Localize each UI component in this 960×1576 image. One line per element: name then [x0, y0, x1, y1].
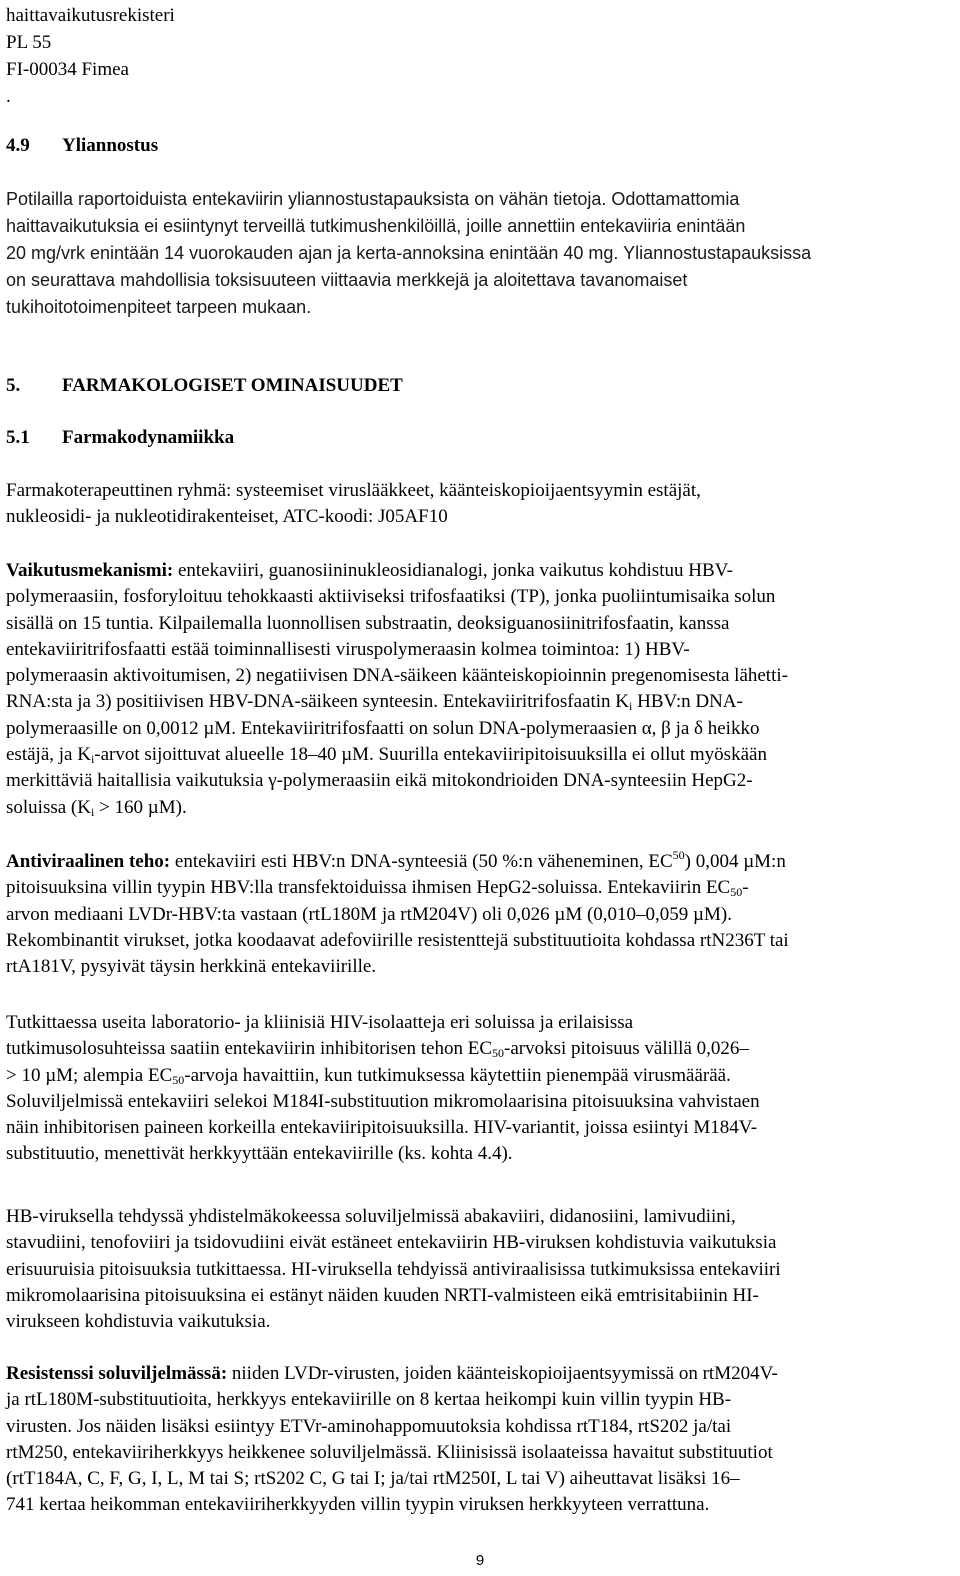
text-span: ) 0,004 µM:n: [684, 851, 786, 872]
text-line: merkittäviä haitallisia vaikutuksia γ-polymeraasiin eikä mitokondrioiden DNA-synteesiin HepG2-: [6, 770, 753, 792]
section-title: Farmakodynamiikka: [62, 427, 235, 448]
text-line: 741 kertaa heikomman entekaviiriherkkyyden villin tyypin viruksen herkkyyteen verrattuna.: [6, 1494, 710, 1516]
section-number: 5.1: [6, 427, 30, 448]
text-line: Rekombinantit virukset, jotka koodaavat adefoviirille resistenttejä substituutioita kohdassa rtN236T tai: [6, 929, 789, 951]
text-line: nukleosidi- ja nukleotidirakenteiset, ATC-koodi: J05AF10: [6, 506, 448, 528]
mechanism-label: Vaikutusmekanismi:: [6, 560, 174, 581]
address-line: PL 55: [6, 32, 52, 53]
subscript: 50: [730, 885, 743, 900]
text-line: HB-viruksella tehdyssä yhdistelmäkokeessa soluviljelmissä abakaviiri, didanosiini, lamivudiini,: [6, 1206, 736, 1227]
text-line: virukseen kohdistuvia vaikutuksia.: [6, 1311, 271, 1333]
text-line: rtA181V, pysyivät täysin herkkinä entekaviirille.: [6, 956, 377, 978]
text-line: substituutio, menettivät herkkyyttään entekaviirille (ks. kohta 4.4).: [6, 1143, 513, 1165]
text-line: Potilailla raportoiduista entekaviirin yliannostustapauksista on vähän tietoja. Odottamattomia: [6, 189, 740, 209]
reporting-address: [6, 2, 175, 110]
text-span: -: [742, 877, 749, 899]
text-line: näin inhibitorisen paineen korkeilla entekaviiripitoisuuksilla. HIV-variantit, joissa esiintyi M184V-: [6, 1117, 758, 1139]
text-line: [6, 849, 956, 875]
overdose-paragraph: [6, 186, 946, 321]
text-line: ja rtL180M-substituutioita, herkkyys entekaviirille on 8 kertaa heikompi kuin villin tyypin HB-: [6, 1389, 732, 1411]
text-span: -arvoja havaittiin, kun tutkimuksessa käytettiin pienempää virusmäärää.: [184, 1064, 731, 1086]
section-title: Yliannostus: [62, 135, 159, 156]
text-line: entekaviiritrifosfaatti estää toiminnallisesti viruspolymeraasin kolmea toimintoa: 1) HBV-: [6, 638, 690, 660]
section-number: 4.9: [6, 135, 30, 156]
address-line: haittavaikutusrekisteri: [6, 5, 175, 26]
text-line: Farmakoterapeuttinen ryhmä: systeemiset viruslääkkeet, käänteiskopioijaentsyymin estäjät,: [6, 480, 701, 501]
text-line: polymeraasille on 0,0012 µM. Entekaviiritrifosfaatti on solun DNA-polymeraasien α, β ja δ heikko: [6, 717, 760, 739]
text-line: polymeraasin aktivoitumisen, 2) negatiivisen DNA-säikeen käänteiskopioinnin pregenomisesta lähetti-: [6, 665, 788, 687]
mechanism-paragraph: [6, 558, 956, 821]
section-heading-5-1: [6, 426, 234, 450]
text-span: pitoisuuksina villin tyypin HBV:lla transfektoiduissa ihmisen HepG2-soluissa. Entekaviirin EC: [6, 877, 731, 899]
subscript: i: [90, 752, 95, 767]
text-line: [6, 1036, 956, 1062]
section-number: 5.: [6, 375, 21, 396]
text-span: RNA:sta ja 3) positiivisen HBV-DNA-säikeen synteesin. Entekaviiritrifosfaatin K: [6, 691, 630, 713]
section-heading-4-9: [6, 134, 158, 158]
text-line: polymeraasiin, fosforyloituu tehokkaasti aktiiviseksi trifosfaatiksi (TP), jonka puoliintumisaika solun: [6, 586, 776, 608]
text-span: estäjä, ja K: [6, 744, 91, 766]
text-line: on seurattava mahdollisia toksisuuteen viittaavia merkkejä ja aloitettava tavanomaiset: [6, 270, 688, 290]
combination-paragraph: [6, 1204, 956, 1335]
text-line: virusten. Jos näiden lisäksi esiintyy ETVr-aminohappomuutoksia kohdissa rtT184, rtS202 ja/tai: [6, 1415, 732, 1437]
text-span: niiden LVDr-virusten, joiden käänteiskopioijaentsyymissä on rtM204V-: [227, 1363, 778, 1384]
text-line: Soluviljelmissä entekaviiri selekoi M184I-substituution mikromolaarisina pitoisuuksina vahvistaen: [6, 1090, 760, 1112]
antiviral-label: Antiviraalinen teho:: [6, 851, 171, 872]
text-line: [6, 795, 956, 821]
text-line: [6, 742, 956, 768]
text-line: [6, 1063, 956, 1089]
text-span: HBV:n DNA-: [632, 691, 743, 713]
subscript: i: [90, 804, 95, 819]
text-line: 20 mg/vrk enintään 14 vuorokauden ajan ja kerta-annoksina enintään 40 mg. Yliannostustapauksissa: [6, 243, 812, 263]
address-line: .: [6, 86, 11, 107]
text-span: > 160 µM).: [94, 796, 187, 818]
section-title: FARMAKOLOGISET OMINAISUUDET: [62, 375, 403, 396]
text-span: soluissa (K: [6, 796, 91, 818]
subscript: 50: [172, 1072, 185, 1087]
text-span: -arvoksi pitoisuus välillä 0,026–: [504, 1038, 749, 1060]
text-line: [6, 875, 956, 901]
text-line: mikromolaarisina pitoisuuksina ei estänyt näiden kuuden NRTI-valmisteen eikä emtrisitabiinin HI-: [6, 1284, 759, 1306]
text-span: entekaviiri esti HBV:n DNA-synteesiä (50 %:n väheneminen, EC: [170, 851, 673, 872]
section-heading-5: [6, 374, 403, 398]
text-line: tukihoitotoimenpiteet tarpeen mukaan.: [6, 297, 312, 317]
therapeutic-group-paragraph: [6, 478, 956, 531]
text-line: [6, 1361, 956, 1387]
superscript: 50: [672, 848, 685, 862]
text-span: > 10 µM; alempia EC: [6, 1064, 173, 1086]
subscript: 50: [492, 1046, 505, 1061]
antiviral-paragraph: [6, 849, 956, 980]
resistance-paragraph: [6, 1361, 956, 1519]
text-line: haittavaikutuksia ei esiintynyt terveillä tutkimushenkilöillä, joille annettiin entekaviiria enintään: [6, 216, 746, 236]
text-line: Tutkittaessa useita laboratorio- ja kliinisiä HIV-isolaatteja eri soluissa ja erilaisissa: [6, 1012, 634, 1033]
subscript: i: [629, 699, 633, 714]
text-span: tutkimusolosuhteissa saatiin entekaviirin inhibitorisen tehon EC: [6, 1038, 493, 1060]
text-line: erisuuruisia pitoisuuksia tutkittaessa. HI-viruksella tehdyissä antiviraalisissa tutkimuksissa entekaviiri: [6, 1258, 781, 1280]
hiv-paragraph: [6, 1010, 956, 1168]
text-line: rtM250, entekaviiriherkkyys heikkenee soluviljelmässä. Kliinisissä isolaateissa havaitut substituutiot: [6, 1441, 773, 1463]
text-line: stavudiini, tenofoviiri ja tsidovudiini eivät estäneet entekaviirin HB-viruksen kohdistuvia vaikutuksia: [6, 1232, 777, 1254]
page-number: 9: [475, 1552, 485, 1569]
address-line: FI-00034 Fimea: [6, 59, 129, 80]
text-line: [6, 689, 956, 715]
text-line: arvon mediaani LVDr-HBV:ta vastaan (rtL180M ja rtM204V) oli 0,026 µM (0,010–0,059 µM).: [6, 903, 732, 925]
text-span: -arvot sijoittuvat alueelle 18–40 µM. Suurilla entekaviiripitoisuuksilla ei ollut myöskään: [94, 744, 767, 766]
text-line: sisällä on 15 tuntia. Kilpailemalla luonnollisen substraatin, deoksiguanosiinitrifosfaatin, kanssa: [6, 612, 730, 634]
text-line: (rtT184A, C, F, G, I, L, M tai S; rtS202 C, G tai I; ja/tai rtM250I, L tai V) aiheuttavat lisäksi 16–: [6, 1468, 740, 1490]
text-line: [6, 558, 956, 584]
resistance-label: Resistenssi soluviljelmässä:: [6, 1363, 228, 1384]
text-span: entekaviiri, guanosiininukleosidianalogi, jonka vaikutus kohdistuu HBV-: [173, 560, 733, 581]
